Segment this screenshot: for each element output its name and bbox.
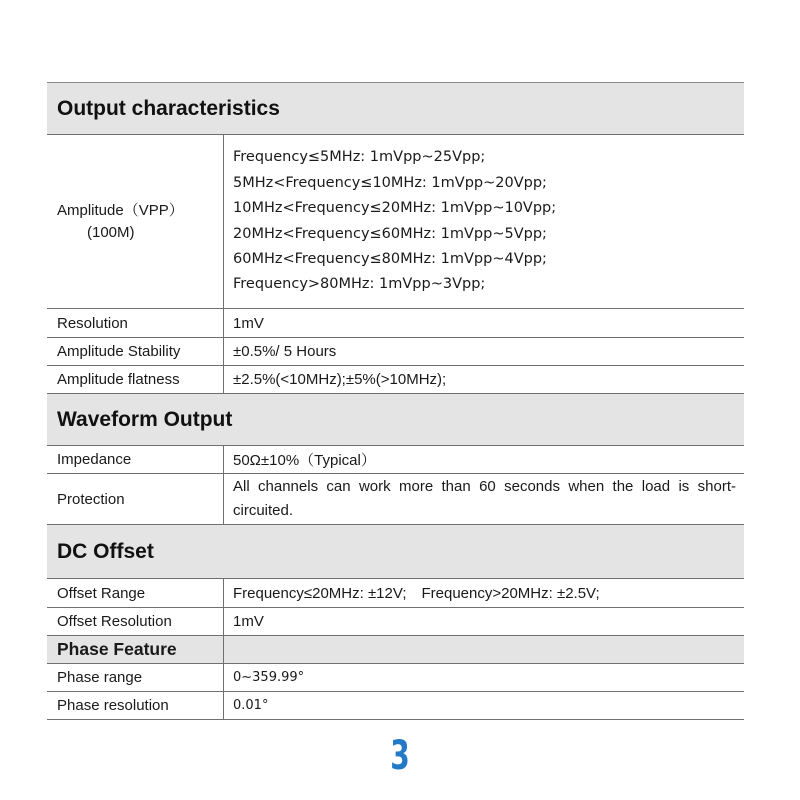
protection-value-cell	[224, 474, 744, 524]
row-value: Frequency≤20MHz: ±12V; Frequency>20MHz: ±2.5V;	[233, 584, 600, 602]
section-header-waveform	[47, 394, 744, 446]
table-row-phase-resolution	[47, 692, 744, 720]
page-number: 3	[390, 733, 410, 779]
row-value: 50Ω±10%（Typical）	[233, 452, 376, 469]
row-value: 0.01°	[233, 698, 269, 713]
phase-header-blank	[224, 636, 744, 663]
section-header-dc-offset	[47, 525, 744, 579]
table-row-offset-range	[47, 579, 744, 608]
row-label: Impedance	[47, 446, 224, 473]
table-row-phase-range	[47, 664, 744, 692]
section-header-output	[47, 83, 744, 135]
section-header-phase	[47, 636, 744, 664]
section-title-phase: Phase Feature	[47, 636, 224, 663]
amplitude-label-cell	[47, 135, 224, 308]
amplitude-line: Frequency>80MHz: 1mVpp~3Vpp;	[233, 276, 486, 293]
amplitude-label: Amplitude（VPP）	[57, 201, 184, 219]
row-value: ±0.5%/ 5 Hours	[233, 343, 337, 360]
row-label: Offset Resolution	[47, 608, 224, 635]
row-value: ±2.5%(<10MHz);±5%(>10MHz);	[233, 371, 447, 388]
section-title-waveform: Waveform Output	[57, 407, 233, 431]
table-row-protection	[47, 474, 744, 525]
row-label: Amplitude Stability	[47, 338, 224, 365]
row-value: 0~359.99°	[233, 670, 305, 685]
amplitude-line: 60MHz<Frequency≤80MHz: 1mVpp~4Vpp;	[233, 250, 547, 267]
table-row-offset-resolution	[47, 608, 744, 636]
row-label: Resolution	[47, 309, 224, 337]
row-value: 1mV	[233, 613, 264, 630]
section-title-output: Output characteristics	[57, 96, 280, 120]
table-row-amplitude-flatness	[47, 366, 744, 394]
amplitude-line: 10MHz<Frequency≤20MHz: 1mVpp~10Vpp;	[233, 200, 557, 217]
table-row-amplitude	[47, 135, 744, 309]
amplitude-sublabel: (100M)	[87, 223, 135, 241]
row-value: 1mV	[233, 314, 264, 332]
spec-table	[47, 82, 744, 720]
row-value: All channels can work more than 60 seconds when the load is short-circuited.	[233, 478, 736, 519]
amplitude-line: Frequency≤5MHz: 1mVpp~25Vpp;	[233, 149, 486, 166]
row-label: Amplitude flatness	[47, 366, 224, 393]
row-label: Phase resolution	[47, 692, 224, 719]
row-label: Phase range	[47, 664, 224, 691]
section-title-dc-offset: DC Offset	[57, 539, 154, 563]
amplitude-line: 5MHz<Frequency≤10MHz: 1mVpp~20Vpp;	[233, 174, 547, 191]
amplitude-line: 20MHz<Frequency≤60MHz: 1mVpp~5Vpp;	[233, 225, 547, 242]
row-label: Protection	[47, 474, 224, 524]
amplitude-values-cell	[224, 135, 744, 308]
table-row-resolution	[47, 309, 744, 338]
row-label: Offset Range	[47, 579, 224, 607]
table-row-impedance	[47, 446, 744, 474]
table-row-amplitude-stability	[47, 338, 744, 366]
